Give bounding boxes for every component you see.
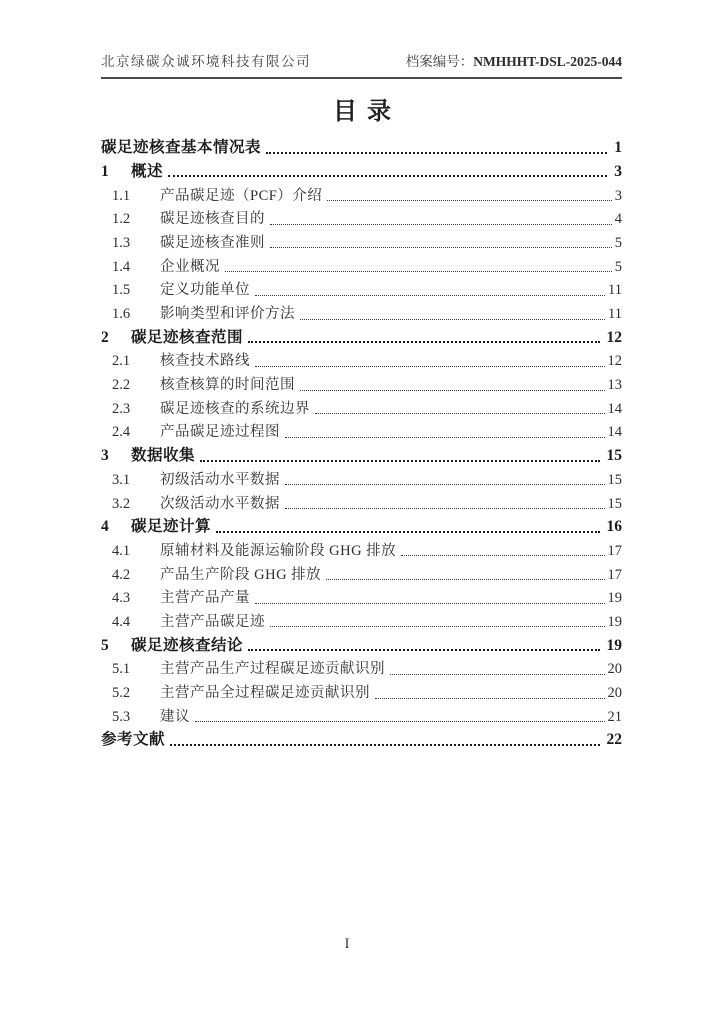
- toc-entry: [101, 345, 622, 369]
- page-header: [101, 50, 622, 79]
- toc-entry-number: 1.3: [112, 234, 131, 251]
- toc-dot-leader: [248, 649, 599, 651]
- toc-dot-leader: [168, 175, 607, 177]
- toc-dot-leader: [200, 460, 599, 462]
- toc-entry-title: 影响类型和评价方法: [160, 306, 295, 322]
- toc-entry-page: 3: [614, 162, 622, 180]
- toc-entry-page: 4: [614, 211, 622, 228]
- toc-entry-title: 产品碳足迹（PCF）介绍: [160, 187, 323, 204]
- file-number-label: 档案编号：: [405, 54, 474, 69]
- file-number-code: NMHHHT-DSL-2025-044: [473, 54, 622, 69]
- company-name: 北京绿碳众诚环境科技有限公司: [101, 54, 311, 69]
- toc-entry-number: 2.4: [112, 424, 131, 441]
- toc-entry-page: 1: [614, 139, 622, 157]
- toc-entry-number: 5.3: [112, 708, 131, 725]
- toc-entry: [101, 487, 622, 511]
- toc-dot-leader: [315, 413, 605, 414]
- toc-entry-title: 原辅材料及能源运输阶段 GHG 排放: [160, 542, 397, 559]
- toc-entry-number: 1.1: [112, 187, 131, 204]
- file-number: [406, 50, 622, 70]
- toc-entry-title: 次级活动水平数据: [160, 495, 280, 512]
- toc-entry: [101, 274, 622, 298]
- toc-entry-title: 主营产品生产过程碳足迹贡献识别: [160, 661, 385, 678]
- toc-entry-page: 12: [606, 328, 622, 346]
- toc-dot-leader: [255, 603, 605, 604]
- toc-dot-leader: [270, 626, 605, 627]
- toc-dot-leader: [255, 366, 605, 367]
- toc-entry-page: 17: [607, 542, 622, 559]
- toc-entry-number: 2: [101, 328, 109, 346]
- toc-title: 目录: [333, 99, 401, 125]
- toc-entry-title: 企业概况: [160, 258, 220, 275]
- toc-dot-leader: [326, 579, 604, 580]
- toc-entry-number: 2.2: [112, 377, 131, 394]
- toc-entry: [101, 701, 622, 725]
- toc-entry-number: 4.3: [112, 590, 131, 607]
- toc-entry-number: 2.3: [112, 400, 131, 417]
- toc-entry-title: 碳足迹核查基本情况表: [101, 139, 262, 157]
- toc-entry: [101, 227, 622, 251]
- toc-dot-leader: [195, 721, 605, 722]
- footer-page-number: I: [344, 936, 350, 952]
- toc-entry: [101, 393, 622, 417]
- toc-entry: [101, 203, 622, 227]
- toc-entry-title: 碳足迹核查范围: [131, 328, 244, 346]
- toc-entry-number: 4.2: [112, 566, 131, 583]
- toc-entry-number: 1.4: [112, 258, 131, 275]
- toc-entry-page: 16: [606, 518, 622, 536]
- toc-entry: [101, 677, 622, 701]
- toc-entry: [101, 416, 622, 440]
- toc-dot-leader: [255, 295, 605, 296]
- toc-entry: [101, 606, 622, 630]
- toc-entry-number: 4: [101, 518, 109, 536]
- toc-entry: [101, 535, 622, 559]
- toc-entry-page: 19: [607, 590, 622, 607]
- toc-entry: [101, 629, 622, 653]
- toc-entry-page: 5: [614, 258, 622, 275]
- toc-entry: [101, 511, 622, 535]
- toc-entry-title: 参考文献: [101, 731, 166, 749]
- toc-entry-title: 碳足迹核查准则: [160, 234, 265, 251]
- toc-entry: [101, 440, 622, 464]
- toc-entry-title: 主营产品全过程碳足迹贡献识别: [160, 685, 370, 701]
- toc-entry-title: 核查技术路线: [160, 353, 250, 370]
- toc-dot-leader: [225, 271, 612, 272]
- toc-entry: [101, 156, 622, 180]
- toc-entry: [101, 369, 622, 393]
- toc-entry-title: 核查核算的时间范围: [160, 377, 295, 394]
- toc-entry-title: 产品碳足迹过程图: [160, 424, 280, 441]
- toc-entry-page: 13: [607, 377, 622, 394]
- toc-dot-leader: [270, 224, 612, 225]
- toc-entry-number: 1.2: [112, 211, 131, 228]
- toc-entry-page: 15: [607, 495, 622, 512]
- toc-entry-page: 20: [607, 661, 622, 678]
- toc-entry-title: 碳足迹核查结论: [131, 636, 244, 654]
- toc-entry-page: 12: [607, 353, 622, 370]
- toc-entry: [101, 464, 622, 488]
- toc-dot-leader: [216, 531, 599, 533]
- toc-entry-title: 产品生产阶段 GHG 排放: [160, 566, 322, 583]
- toc-dot-leader: [266, 152, 607, 154]
- toc-entry-number: 1: [101, 162, 109, 180]
- toc-entry-number: 3.1: [112, 471, 131, 488]
- toc-entry-number: 5: [101, 636, 109, 654]
- toc-entry: [101, 298, 622, 322]
- toc-entry-number: 3.2: [112, 495, 131, 512]
- toc-entry-number: 4.4: [112, 613, 131, 630]
- toc-dot-leader: [270, 247, 612, 248]
- toc-entry-page: 21: [607, 708, 622, 725]
- toc-dot-leader: [285, 437, 605, 438]
- toc-entry-page: 14: [607, 400, 622, 417]
- toc-entry-page: 3: [614, 187, 622, 204]
- toc-dot-leader: [285, 484, 605, 485]
- toc-entry-title: 主营产品产量: [160, 590, 250, 607]
- toc-entry-page: 11: [608, 306, 622, 322]
- toc-entry-page: 22: [606, 731, 622, 749]
- toc-dot-leader: [375, 698, 605, 699]
- toc-entry: [101, 653, 622, 677]
- toc-entry-number: 5.1: [112, 661, 131, 678]
- toc-entry: [101, 724, 622, 748]
- toc-entry-title: 建议: [160, 708, 190, 725]
- toc-entry-page: 5: [614, 234, 622, 251]
- toc-dot-leader: [327, 200, 611, 201]
- toc-entry: [101, 132, 622, 156]
- toc-dot-leader: [285, 508, 605, 509]
- toc-entry-page: 11: [608, 282, 622, 299]
- toc-entry-title: 碳足迹计算: [131, 518, 212, 536]
- toc-entry-number: 4.1: [112, 542, 131, 559]
- toc-entry-number: 2.1: [112, 353, 131, 370]
- toc-dot-leader: [300, 319, 605, 320]
- toc-dot-leader: [390, 674, 605, 675]
- toc-entry-page: 19: [607, 613, 622, 630]
- toc-entry-title: 碳足迹核查的系统边界: [160, 400, 310, 417]
- toc-dot-leader: [401, 555, 604, 556]
- toc-list: [101, 132, 622, 748]
- toc-entry-page: 14: [607, 424, 622, 441]
- toc-entry-title: 数据收集: [131, 447, 196, 465]
- toc-entry-page: 17: [607, 566, 622, 583]
- toc-entry-page: 15: [607, 471, 622, 488]
- toc-entry-page: 20: [607, 685, 622, 701]
- toc-entry-title: 初级活动水平数据: [160, 471, 280, 488]
- toc-entry-page: 19: [606, 636, 622, 654]
- toc-entry-title: 概述: [131, 162, 164, 180]
- toc-entry-title: 定义功能单位: [160, 282, 250, 299]
- toc-entry: [101, 250, 622, 274]
- toc-entry: [101, 322, 622, 346]
- toc-entry: [101, 179, 622, 203]
- page-footer: [0, 936, 694, 953]
- toc-entry-page: 15: [606, 447, 622, 465]
- toc-dot-leader: [300, 390, 605, 391]
- toc-entry-number: 3: [101, 447, 109, 465]
- toc-dot-leader: [248, 341, 599, 343]
- toc-entry-number: 1.5: [112, 282, 131, 299]
- toc-entry-number: 5.2: [112, 685, 131, 701]
- toc-dot-leader: [170, 744, 599, 746]
- toc-entry: [101, 582, 622, 606]
- toc-entry-number: 1.6: [112, 306, 131, 322]
- toc-entry-title: 主营产品碳足迹: [160, 613, 265, 630]
- toc-entry: [101, 558, 622, 582]
- toc-entry-title: 碳足迹核查目的: [160, 211, 265, 228]
